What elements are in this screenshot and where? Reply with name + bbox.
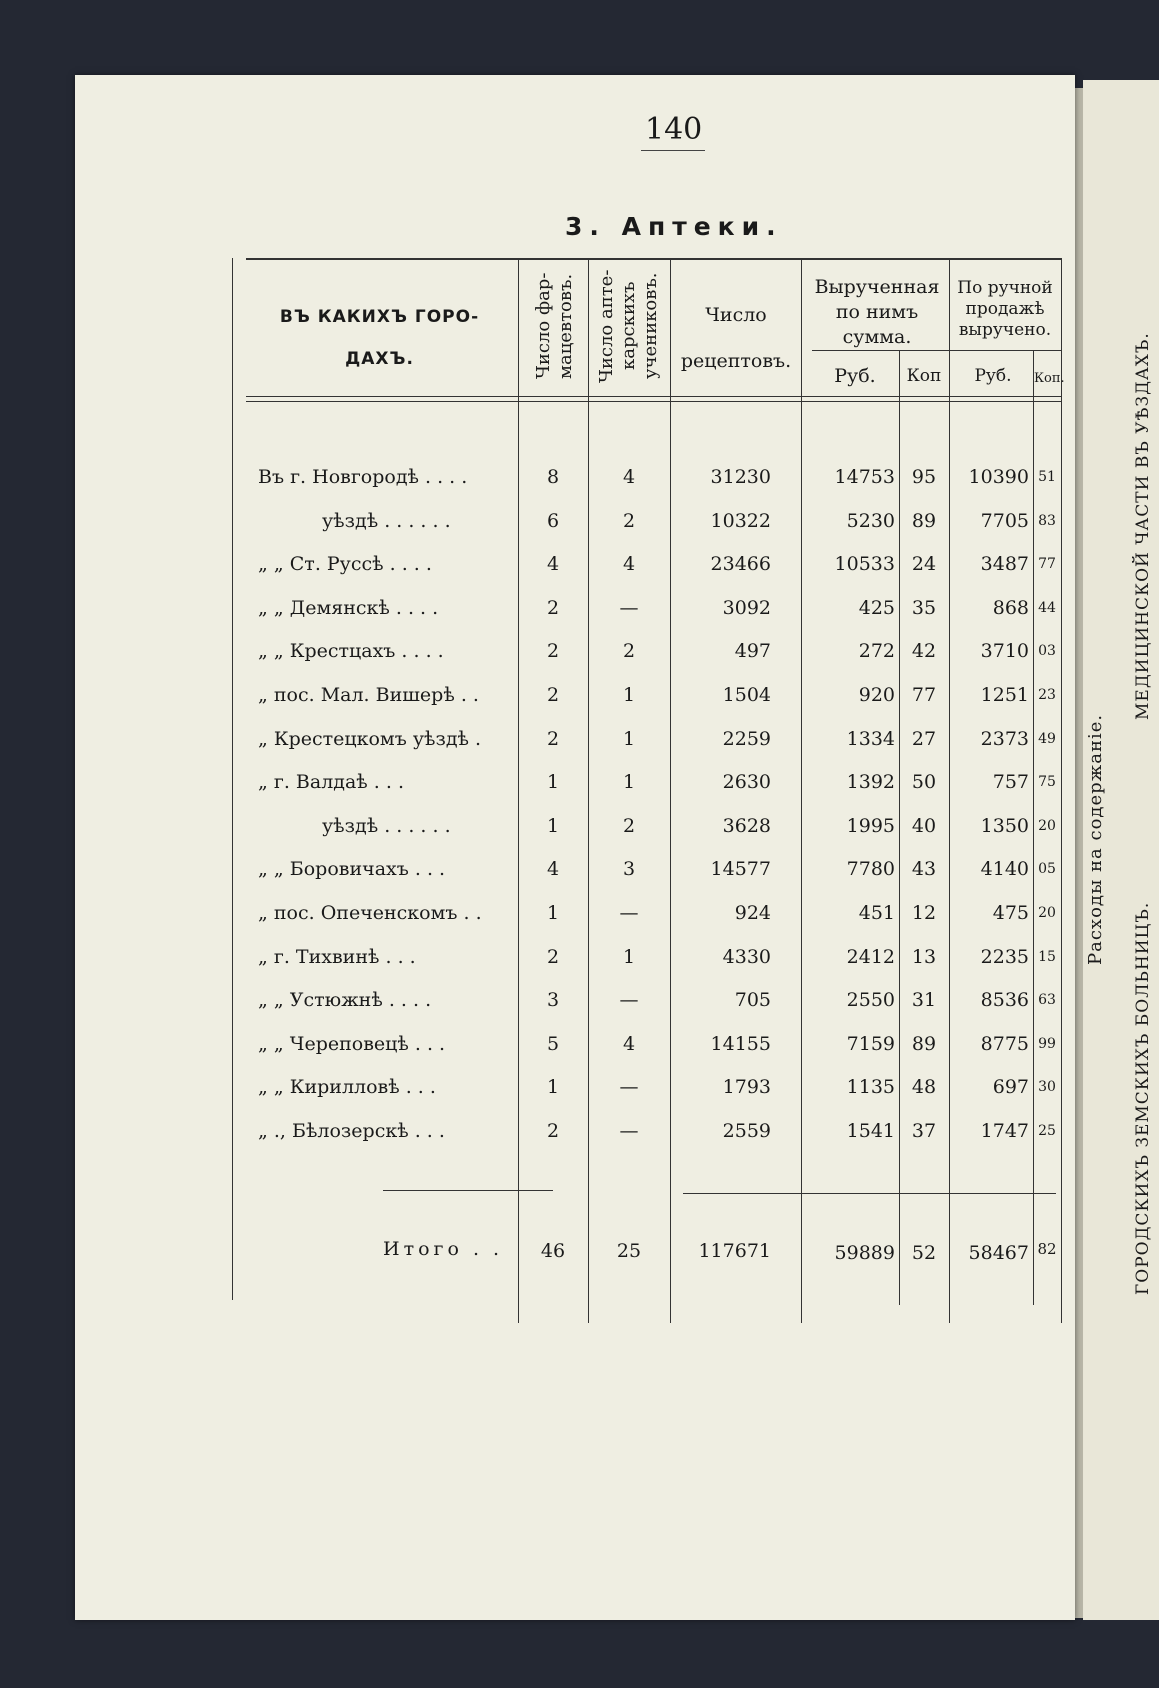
total-rule-left (383, 1190, 553, 1191)
row-prescriptions: 3092 (722, 596, 771, 619)
row-revenue-kop: 27 (911, 727, 937, 750)
row-prescriptions: 23466 (710, 553, 771, 576)
row-prescriptions: 705 (734, 989, 771, 1012)
header-kop-manual: Коп. (1034, 371, 1065, 386)
row-revenue-kop: 42 (911, 640, 937, 663)
row-revenue-rub: 2550 (846, 989, 895, 1012)
row-city: „ „ Боровичахъ . . . (258, 858, 446, 881)
header-manual: По ручной продажѣ выручено. (957, 278, 1053, 340)
row-manual-kop: 15 (1038, 948, 1056, 965)
row-pharmacists: 2 (546, 684, 560, 706)
row-manual-kop: 51 (1038, 469, 1056, 485)
row-revenue-kop: 13 (911, 945, 937, 968)
row-manual-rub: 697 (992, 1076, 1029, 1099)
row-revenue-rub: 2412 (846, 945, 895, 968)
row-students: 2 (622, 509, 636, 532)
row-revenue-kop: 40 (911, 814, 937, 837)
row-pharmacists: 4 (546, 553, 560, 576)
row-pharmacists: 6 (546, 509, 560, 532)
row-revenue-rub: 14753 (834, 466, 895, 488)
row-students: 2 (622, 814, 636, 837)
row-prescriptions: 10322 (710, 509, 771, 532)
row-manual-kop: 05 (1038, 861, 1056, 878)
row-manual-kop: 30 (1038, 1079, 1056, 1096)
row-manual-rub: 2235 (980, 945, 1029, 968)
row-city: „ „ Крестцахъ . . . . (258, 640, 444, 663)
header-bottom-rule (246, 396, 1061, 397)
facing-title-top: МЕДИЦИНСКОЙ ЧАСТИ ВЪ УѢЗДАХЪ. (1133, 332, 1153, 720)
row-city: „ „ Демянскѣ . . . . (258, 596, 439, 619)
row-city: „ г. Валдаѣ . . . (258, 771, 404, 794)
row-students: 1 (622, 945, 636, 968)
book-spine (1075, 88, 1083, 1618)
total-prescriptions: 117671 (698, 1240, 771, 1262)
header-revenue: Вырученная по нимъ сумма. (814, 276, 940, 348)
row-manual-kop: 44 (1038, 599, 1056, 616)
row-pharmacists: 1 (546, 1076, 560, 1099)
row-prescriptions: 497 (734, 640, 771, 663)
row-pharmacists: 2 (546, 1120, 560, 1142)
row-manual-kop: 49 (1038, 730, 1056, 747)
section-title: 3. Аптеки. (565, 212, 783, 241)
row-students: 4 (622, 466, 636, 488)
row-revenue-kop: 77 (911, 684, 937, 706)
row-revenue-rub: 1334 (846, 727, 895, 750)
row-students: 3 (622, 858, 636, 881)
row-prescriptions: 31230 (710, 466, 771, 488)
row-pharmacists: 1 (546, 902, 560, 924)
row-city: „ пос. Мал. Вишерѣ . . (258, 684, 479, 706)
header-kop: Коп (906, 366, 942, 386)
page-number: 140 (645, 112, 703, 147)
row-city: уѣздѣ . . . . . . (322, 814, 451, 837)
row-manual-kop: 20 (1038, 817, 1056, 834)
row-manual-rub: 10390 (968, 466, 1029, 488)
row-city: „ ., Бѣлозерскѣ . . . (258, 1120, 445, 1142)
row-manual-rub: 475 (992, 902, 1029, 924)
row-pharmacists: 1 (546, 771, 560, 794)
row-prescriptions: 1504 (722, 684, 771, 706)
row-pharmacists: 5 (546, 1032, 560, 1055)
row-city: уѣздѣ . . . . . . (322, 509, 451, 532)
row-manual-rub: 3487 (980, 553, 1029, 576)
header-students: Число апте- карскихъ учениковъ. (596, 269, 661, 383)
row-manual-rub: 8775 (980, 1032, 1029, 1055)
total-revenue-kop: 52 (911, 1242, 937, 1264)
row-pharmacists: 1 (546, 814, 560, 837)
row-students: 2 (622, 640, 636, 663)
total-students: 25 (616, 1240, 642, 1262)
row-city: Въ г. Новгородѣ . . . . (258, 466, 468, 488)
row-manual-kop: 77 (1038, 556, 1056, 573)
row-prescriptions: 2630 (722, 771, 771, 794)
row-revenue-rub: 451 (858, 902, 895, 924)
row-city: „ „ Череповецѣ . . . (258, 1032, 446, 1055)
row-revenue-rub: 7780 (846, 858, 895, 881)
row-manual-kop: 03 (1038, 643, 1056, 660)
row-manual-rub: 3710 (980, 640, 1029, 663)
row-city: „ г. Тихвинѣ . . . (258, 945, 416, 968)
total-manual-kop: 82 (1037, 1240, 1057, 1258)
row-manual-kop: 83 (1038, 512, 1056, 529)
row-revenue-kop: 35 (911, 596, 937, 619)
page-number-ornament (641, 150, 705, 152)
row-pharmacists: 2 (546, 596, 560, 619)
row-revenue-rub: 1392 (846, 771, 895, 794)
row-manual-rub: 7705 (980, 509, 1029, 532)
row-manual-rub: 868 (992, 596, 1029, 619)
row-prescriptions: 14577 (710, 858, 771, 881)
row-revenue-rub: 920 (858, 684, 895, 706)
header-rub-manual: Руб. (974, 366, 1012, 386)
total-revenue-rub: 59889 (834, 1242, 895, 1264)
row-revenue-rub: 1135 (846, 1076, 895, 1099)
facing-title-bottom: ГОРОДСКИХЪ ЗЕМСКИХЪ БОЛЬНИЦЪ. (1133, 901, 1153, 1295)
row-revenue-rub: 425 (858, 596, 895, 619)
table-left-border (232, 258, 233, 1300)
row-students: — (619, 1120, 639, 1142)
row-revenue-kop: 37 (911, 1120, 937, 1142)
row-manual-rub: 757 (992, 771, 1029, 794)
row-pharmacists: 2 (546, 640, 560, 663)
row-manual-kop: 63 (1038, 992, 1056, 1009)
row-city: „ Крестецкомъ уѣздѣ . (258, 727, 482, 750)
subheader-rule (812, 350, 1061, 351)
row-pharmacists: 2 (546, 727, 560, 750)
total-rule-right (683, 1193, 1056, 1194)
row-revenue-rub: 5230 (846, 509, 895, 532)
row-manual-rub: 4140 (980, 858, 1029, 881)
total-label: Итого . . (383, 1238, 504, 1260)
row-revenue-kop: 89 (911, 509, 937, 532)
row-pharmacists: 2 (546, 945, 560, 968)
row-manual-kop: 75 (1038, 774, 1056, 791)
row-city: „ „ Ст. Руссѣ . . . . (258, 553, 432, 576)
table-top-rule (246, 258, 1061, 260)
header-rub: Руб. (834, 365, 876, 387)
header-bottom-rule-2 (246, 401, 1061, 402)
row-prescriptions: 2559 (722, 1120, 771, 1142)
header-prescriptions: Число рецептовъ. (680, 304, 792, 372)
row-students: 1 (622, 727, 636, 750)
row-students: 1 (622, 684, 636, 706)
table-right-border (1061, 258, 1062, 1323)
row-revenue-kop: 89 (911, 1032, 937, 1055)
row-manual-rub: 1350 (980, 814, 1029, 837)
row-revenue-rub: 1995 (846, 814, 895, 837)
row-prescriptions: 1793 (722, 1076, 771, 1099)
row-manual-kop: 20 (1038, 905, 1056, 921)
total-pharmacists: 46 (540, 1240, 566, 1262)
row-revenue-rub: 272 (858, 640, 895, 663)
row-students: — (619, 1076, 639, 1099)
row-revenue-kop: 50 (911, 771, 937, 794)
row-revenue-kop: 31 (911, 989, 937, 1012)
row-manual-kop: 23 (1038, 687, 1056, 703)
row-city: „ „ Кирилловѣ . . . (258, 1076, 436, 1099)
row-students: 4 (622, 1032, 636, 1055)
row-manual-kop: 25 (1038, 1123, 1056, 1139)
row-city: „ пос. Опеченскомъ . . (258, 902, 482, 924)
row-prescriptions: 924 (734, 902, 771, 924)
row-prescriptions: 3628 (722, 814, 771, 837)
row-manual-rub: 2373 (980, 727, 1029, 750)
row-prescriptions: 2259 (722, 727, 771, 750)
row-students: 1 (622, 771, 636, 794)
row-manual-rub: 1747 (980, 1120, 1029, 1142)
row-students: — (619, 596, 639, 619)
row-students: 4 (622, 553, 636, 576)
row-students: — (619, 902, 639, 924)
row-students: — (619, 989, 639, 1012)
row-revenue-rub: 10533 (834, 553, 895, 576)
row-revenue-rub: 1541 (846, 1120, 895, 1142)
row-prescriptions: 4330 (722, 945, 771, 968)
row-revenue-rub: 7159 (846, 1032, 895, 1055)
row-manual-rub: 1251 (980, 684, 1029, 706)
side-caption: Расходы на содержаніе. (1085, 713, 1106, 965)
row-pharmacists: 8 (546, 466, 560, 488)
row-prescriptions: 14155 (710, 1032, 771, 1055)
row-revenue-kop: 95 (911, 466, 937, 488)
total-manual-rub: 58467 (968, 1242, 1029, 1264)
row-manual-kop: 99 (1038, 1035, 1056, 1052)
row-revenue-kop: 43 (911, 858, 937, 881)
row-city: „ „ Устюжнѣ . . . . (258, 989, 432, 1012)
header-pharmacists: Число фар- мацевтовъ. (533, 272, 576, 380)
header-city: ВЪ КАКИХЪ ГОРО-ДАХЪ. (279, 307, 480, 369)
row-revenue-kop: 12 (911, 902, 937, 924)
row-pharmacists: 4 (546, 858, 560, 881)
row-pharmacists: 3 (546, 989, 560, 1012)
row-revenue-kop: 48 (911, 1076, 937, 1099)
row-manual-rub: 8536 (980, 989, 1029, 1012)
row-revenue-kop: 24 (911, 553, 937, 576)
